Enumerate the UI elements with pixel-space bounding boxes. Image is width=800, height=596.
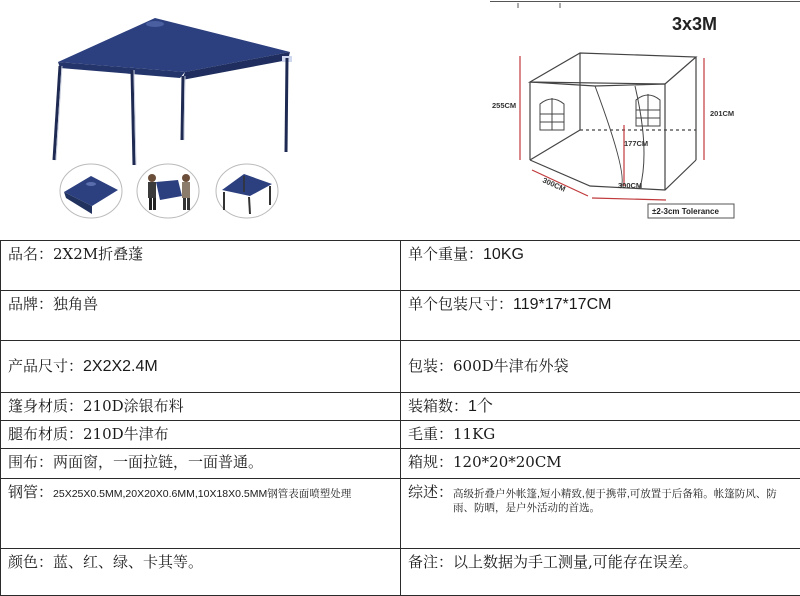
spec-label: 箱规：	[408, 453, 454, 471]
tolerance-label: ±2-3cm Tolerance	[652, 207, 719, 216]
spec-label: 单个包装尺寸：	[408, 295, 514, 313]
spec-value: 210D涂银布料	[83, 397, 184, 415]
product-photos	[0, 0, 490, 240]
spec-label: 备注：	[408, 553, 454, 571]
spec-cell-sidewalls	[1, 449, 401, 479]
spec-cell-package-size	[401, 291, 800, 341]
spec-value: 独角兽	[53, 295, 99, 313]
spec-value: 120*20*20CM	[453, 453, 562, 471]
table-row	[1, 479, 800, 549]
dim-width: 300CM	[618, 181, 643, 190]
spec-value: 25X25X0.5MM,20X20X0.6MM,10X18X0.5MM钢管表面喷塑处理	[53, 488, 352, 500]
spec-label: 单个重量：	[408, 245, 484, 263]
table-row	[1, 449, 800, 479]
table-row	[1, 341, 800, 393]
spec-cell-summary	[401, 479, 800, 549]
spec-cell-brand	[1, 291, 401, 341]
spec-table	[0, 240, 800, 596]
spec-cell-carton-size	[401, 449, 800, 479]
window-right	[636, 94, 660, 126]
spec-cell-product-name	[1, 241, 401, 291]
spec-cell-unit-weight	[401, 241, 800, 291]
spec-cell-units-per-carton	[401, 393, 800, 421]
dim-height-total: 255CM	[492, 101, 517, 110]
spec-label: 包装：	[408, 357, 454, 376]
thumbnail-frame	[216, 164, 278, 218]
thumbnail-top-view	[60, 164, 122, 218]
spec-cell-steel-tube	[1, 479, 401, 549]
spec-cell-product-size	[1, 341, 401, 393]
spec-cell-leg-cloth	[1, 421, 401, 449]
spec-label: 腿布材质：	[8, 425, 84, 443]
table-row	[1, 291, 800, 341]
spec-label: 颜色：	[8, 553, 54, 571]
spec-value: 2X2X2.4M	[83, 357, 158, 375]
spec-cell-packaging	[401, 341, 800, 393]
spec-label: 品名：	[8, 245, 54, 263]
spec-label: 装箱数：	[408, 397, 469, 415]
spec-value: 蓝、红、绿、卡其等。	[53, 553, 204, 571]
table-row	[1, 393, 800, 421]
dimension-diagram	[490, 0, 800, 240]
dim-door: 177CM	[624, 139, 649, 148]
spec-cell-colors	[1, 549, 401, 596]
window-left	[540, 98, 564, 130]
spec-value: 210D牛津布	[83, 425, 169, 443]
spec-value: 1个	[468, 398, 493, 415]
spec-cell-gross-weight	[401, 421, 800, 449]
spec-value: 以上数据为手工测量,可能存在误差。	[453, 553, 698, 571]
spec-label: 产品尺寸：	[8, 356, 84, 375]
spec-label: 围布：	[8, 453, 54, 471]
dim-depth: 300CM	[541, 175, 567, 194]
spec-label: 综述：	[408, 483, 454, 501]
spec-label: 毛重：	[408, 425, 454, 443]
diagram-size-title: 3x3M	[672, 14, 718, 34]
spec-value: 高级折叠户外帐篷,短小精致,便于携带,可放置于后备箱。帐篷防风、防雨、防晒，是户外活动的首选。	[453, 488, 777, 515]
main-tent-image	[54, 18, 292, 165]
spec-value: 11KG	[453, 425, 496, 443]
spec-label: 钢管：	[8, 483, 54, 501]
spec-value: 10KG	[483, 246, 524, 263]
spec-value: 600D牛津布外袋	[453, 357, 569, 376]
table-row	[1, 421, 800, 449]
table-row	[1, 549, 800, 596]
dim-height-wall: 201CM	[710, 109, 735, 118]
spec-value: 119*17*17CM	[513, 296, 612, 313]
spec-cell-canopy-material	[1, 393, 401, 421]
thumbnail-setup	[137, 164, 199, 218]
spec-value: 两面窗，一面拉链，一面普通。	[53, 453, 264, 471]
spec-value: 2X2M折叠蓬	[53, 245, 144, 263]
table-row	[1, 241, 800, 291]
spec-label: 品牌：	[8, 295, 54, 313]
spec-cell-notes	[401, 549, 800, 596]
spec-label: 篷身材质：	[8, 397, 84, 415]
